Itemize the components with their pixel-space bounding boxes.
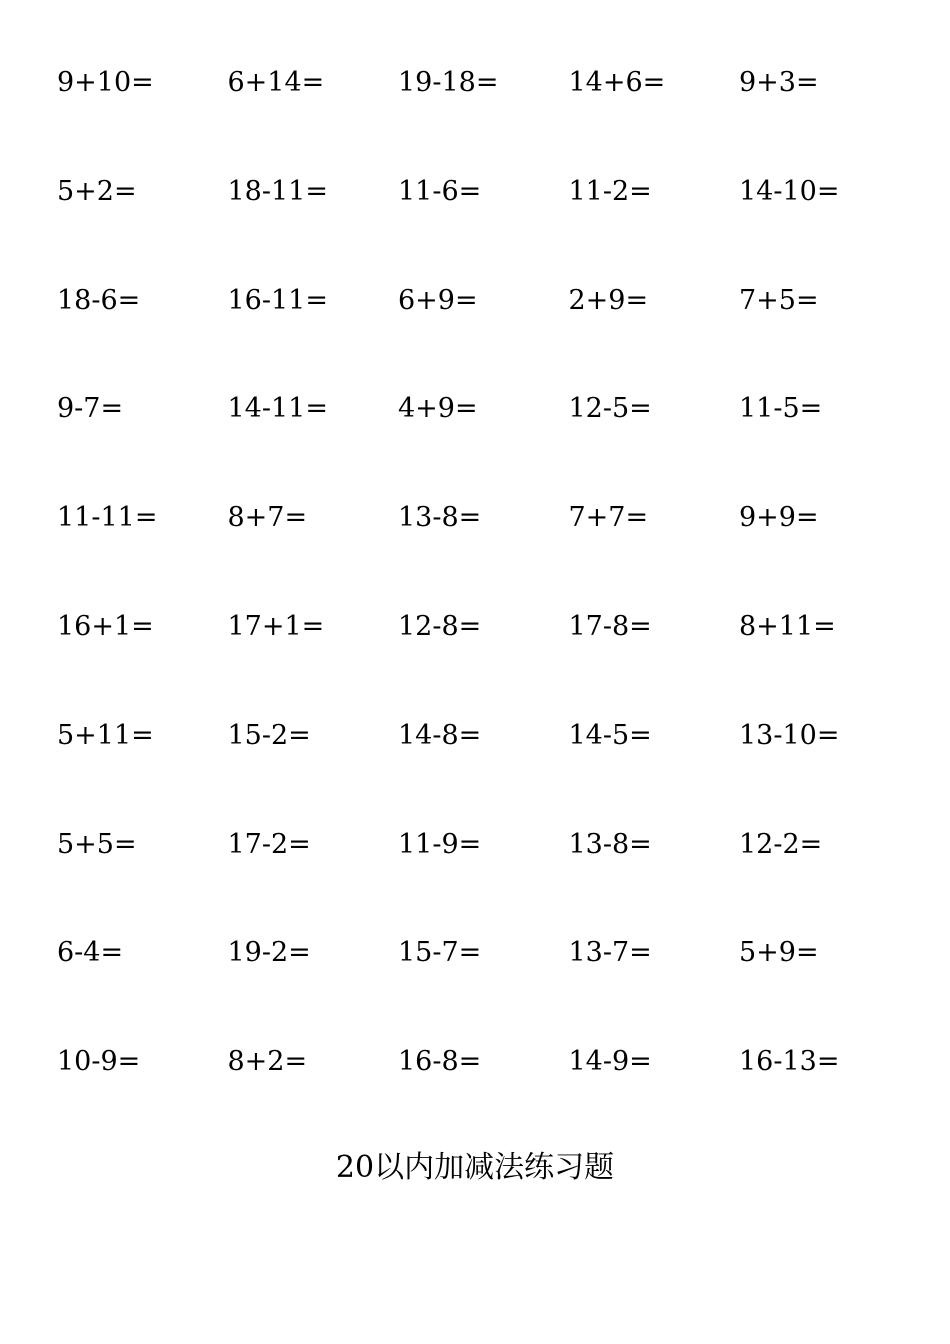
math-problem: 9+10= bbox=[57, 67, 154, 98]
math-problem: 14-8= bbox=[398, 719, 482, 751]
math-problem: 5+5= bbox=[57, 828, 137, 860]
problem-row bbox=[57, 931, 917, 1040]
math-problem: 6+14= bbox=[227, 67, 325, 98]
math-problem: 9+3= bbox=[739, 67, 819, 98]
math-problem: 12-2= bbox=[739, 828, 823, 860]
math-problem: 11-9= bbox=[398, 828, 482, 860]
math-problem: 18-11= bbox=[227, 175, 328, 207]
math-problem: 8+2= bbox=[227, 1046, 308, 1078]
problem-row bbox=[57, 714, 917, 823]
math-problem: 19-2= bbox=[227, 937, 311, 969]
problem-row bbox=[57, 823, 917, 932]
math-problem: 16-11= bbox=[227, 284, 328, 316]
math-problem: 14-9= bbox=[568, 1046, 652, 1078]
math-problem: 11-6= bbox=[398, 175, 482, 207]
math-problem: 4+9= bbox=[398, 393, 478, 425]
problem-row bbox=[57, 61, 917, 170]
math-problem: 16+1= bbox=[57, 610, 154, 642]
math-problem: 16-8= bbox=[398, 1046, 482, 1078]
math-problem: 13-8= bbox=[568, 828, 652, 860]
problem-row bbox=[57, 496, 917, 605]
problem-row bbox=[57, 1040, 917, 1149]
math-problem: 13-8= bbox=[398, 502, 482, 534]
math-problem: 8+11= bbox=[739, 610, 836, 642]
math-problem: 17+1= bbox=[227, 610, 325, 642]
math-problem: 5+9= bbox=[739, 937, 819, 969]
math-problem: 11-2= bbox=[568, 175, 652, 207]
problem-row bbox=[57, 387, 917, 496]
math-problem: 14-5= bbox=[568, 719, 652, 751]
math-problem: 7+5= bbox=[739, 284, 819, 316]
math-problem: 9+9= bbox=[739, 502, 819, 534]
problem-row bbox=[57, 605, 917, 714]
math-problem: 17-8= bbox=[568, 610, 652, 642]
math-problem: 11-5= bbox=[739, 393, 823, 425]
math-problem: 2+9= bbox=[568, 284, 649, 316]
math-problem: 5+11= bbox=[57, 719, 154, 751]
math-problem: 10-9= bbox=[57, 1046, 141, 1078]
math-problem: 14-11= bbox=[227, 393, 328, 425]
problem-grid bbox=[57, 61, 917, 1149]
math-problem: 12-8= bbox=[398, 610, 482, 642]
problem-row bbox=[57, 279, 917, 388]
math-problem: 5+2= bbox=[57, 175, 137, 207]
math-problem: 6+9= bbox=[398, 284, 478, 316]
math-problem: 15-2= bbox=[227, 719, 311, 751]
math-problem: 14-10= bbox=[739, 175, 840, 207]
math-problem: 6-4= bbox=[57, 937, 124, 969]
problem-row bbox=[57, 170, 917, 279]
math-problem: 7+7= bbox=[568, 502, 649, 534]
math-problem: 16-13= bbox=[739, 1046, 840, 1078]
math-problem: 13-10= bbox=[739, 719, 840, 751]
math-problem: 12-5= bbox=[568, 393, 652, 425]
math-problem: 13-7= bbox=[568, 937, 652, 969]
math-problem: 15-7= bbox=[398, 937, 482, 969]
math-problem: 19-18= bbox=[398, 67, 499, 98]
worksheet-title: 20以内加减法练习题 bbox=[335, 1150, 615, 1185]
math-problem: 9-7= bbox=[57, 393, 124, 425]
math-problem: 14+6= bbox=[568, 67, 666, 98]
math-problem: 8+7= bbox=[227, 502, 308, 534]
math-problem: 18-6= bbox=[57, 284, 141, 316]
math-problem: 17-2= bbox=[227, 828, 311, 860]
math-problem: 11-11= bbox=[57, 502, 158, 534]
